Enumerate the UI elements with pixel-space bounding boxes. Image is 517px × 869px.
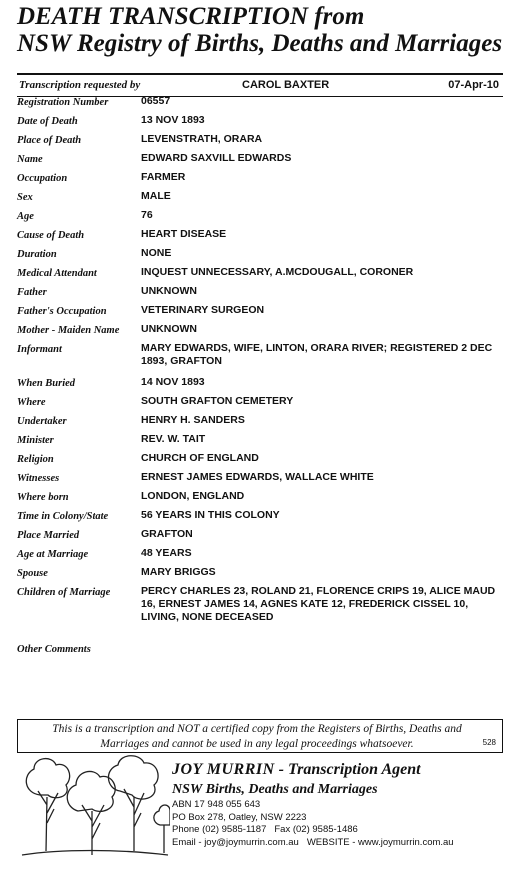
field-value: NONE bbox=[141, 247, 172, 259]
field-value: GRAFTON bbox=[141, 528, 193, 540]
field-label: Registration Number bbox=[17, 97, 109, 108]
field-value: REV. W. TAIT bbox=[141, 433, 206, 445]
field-label: Place Married bbox=[17, 530, 80, 541]
agent-phone: Phone (02) 9585-1187 bbox=[172, 824, 267, 835]
title-line-1: DEATH TRANSCRIPTION from bbox=[17, 3, 365, 30]
field-label: Father bbox=[17, 287, 47, 298]
field-label: Age bbox=[17, 211, 34, 222]
field-label: Informant bbox=[17, 344, 62, 355]
request-label: Transcription requested by bbox=[19, 79, 141, 91]
field-value: HEART DISEASE bbox=[141, 228, 227, 240]
request-bar bbox=[17, 73, 503, 97]
field-value: EDWARD SAXVILL EDWARDS bbox=[141, 152, 292, 164]
field-value: LEVENSTRATH, ORARA bbox=[141, 133, 263, 145]
field-value: UNKNOWN bbox=[141, 323, 197, 335]
field-label: Undertaker bbox=[17, 416, 67, 427]
page-number: 528 bbox=[482, 738, 496, 747]
agent-contact bbox=[172, 837, 512, 850]
request-date: 07-Apr-10 bbox=[448, 79, 499, 91]
field-value: 56 YEARS IN THIS COLONY bbox=[141, 509, 280, 521]
agent-email[interactable]: Email - joy@joymurrin.com.au bbox=[172, 836, 299, 848]
field-value: LONDON, ENGLAND bbox=[141, 490, 245, 502]
field-label: Other Comments bbox=[17, 644, 91, 655]
field-label: Religion bbox=[17, 454, 54, 465]
field-label: Date of Death bbox=[17, 116, 78, 127]
field-label: Medical Attendant bbox=[17, 268, 97, 279]
field-value: 14 NOV 1893 bbox=[141, 376, 205, 388]
field-label: Time in Colony/State bbox=[17, 511, 109, 522]
agent-abn: ABN 17 948 055 643 bbox=[172, 799, 261, 810]
field-value: 06557 bbox=[141, 95, 171, 107]
field-value: FARMER bbox=[141, 171, 186, 183]
field-label: Name bbox=[17, 154, 43, 165]
agent-subtitle: NSW Births, Deaths and Marriages bbox=[172, 782, 378, 797]
title-line-2: NSW Registry of Births, Deaths and Marriages bbox=[17, 30, 503, 57]
field-value: VETERINARY SURGEON bbox=[141, 304, 265, 316]
field-label: Children of Marriage bbox=[17, 587, 111, 598]
field-value: MALE bbox=[141, 190, 171, 202]
agent-fax: Fax (02) 9585-1486 bbox=[274, 824, 358, 835]
field-value: UNKNOWN bbox=[141, 285, 197, 297]
trees-logo-icon bbox=[20, 753, 170, 863]
field-label: Sex bbox=[17, 192, 33, 203]
agent-address: PO Box 278, Oatley, NSW 2223 bbox=[172, 811, 307, 823]
field-label: Cause of Death bbox=[17, 230, 85, 241]
field-value: HENRY H. SANDERS bbox=[141, 414, 245, 426]
agent-role: - Transcription Agent bbox=[274, 761, 421, 778]
agent-website[interactable]: WEBSITE - www.joymurrin.com.au bbox=[306, 836, 454, 848]
field-value: MARY EDWARDS, WIFE, LINTON, ORARA RIVER; REGISTERED 2 DEC 1893, GRAFTON bbox=[141, 342, 493, 367]
field-value: INQUEST UNNECESSARY, A.MCDOUGALL, CORONER bbox=[141, 266, 414, 278]
field-label: Age at Marriage bbox=[17, 549, 89, 560]
agent-heading bbox=[172, 760, 512, 779]
field-value: PERCY CHARLES 23, ROLAND 21, FLORENCE CRIPS 19, ALICE MAUD 16, ERNEST JAMES 14, AGNES KATE 12, FREDERICK CISSEL 10, LIVING, NONE DECEASED bbox=[141, 585, 496, 623]
field-label: When Buried bbox=[17, 378, 76, 389]
disclaimer-box bbox=[17, 719, 503, 753]
disclaimer-line-2: Marriages and cannot be used in any legal proceedings whatsoever. bbox=[100, 738, 414, 750]
field-label: Occupation bbox=[17, 173, 68, 184]
agent-phone-fax bbox=[172, 824, 512, 837]
field-value: CHURCH OF ENGLAND bbox=[141, 452, 259, 464]
field-value: MARY BRIGGS bbox=[141, 566, 216, 578]
field-label: Witnesses bbox=[17, 473, 60, 484]
field-value: 48 YEARS bbox=[141, 547, 192, 559]
requester-name: CAROL BAXTER bbox=[242, 79, 330, 91]
field-value: 13 NOV 1893 bbox=[141, 114, 205, 126]
document-title bbox=[17, 3, 507, 57]
agent-name: JOY MURRIN bbox=[172, 761, 275, 778]
field-label: Where born bbox=[17, 492, 69, 503]
field-label: Minister bbox=[17, 435, 54, 446]
field-label: Place of Death bbox=[17, 135, 82, 146]
field-label: Where bbox=[17, 397, 46, 408]
agent-block bbox=[172, 760, 512, 849]
field-value: ERNEST JAMES EDWARDS, WALLACE WHITE bbox=[141, 471, 374, 483]
field-label: Spouse bbox=[17, 568, 48, 579]
disclaimer-line-1: This is a transcription and NOT a certified copy from the Registers of Births, Deaths and bbox=[52, 723, 462, 735]
field-label: Duration bbox=[17, 249, 57, 260]
field-value: 76 bbox=[141, 209, 153, 221]
disclaimer-text bbox=[32, 722, 482, 752]
field-label: Father's Occupation bbox=[17, 306, 107, 317]
field-label: Mother - Maiden Name bbox=[17, 325, 120, 336]
field-value: SOUTH GRAFTON CEMETERY bbox=[141, 395, 294, 407]
